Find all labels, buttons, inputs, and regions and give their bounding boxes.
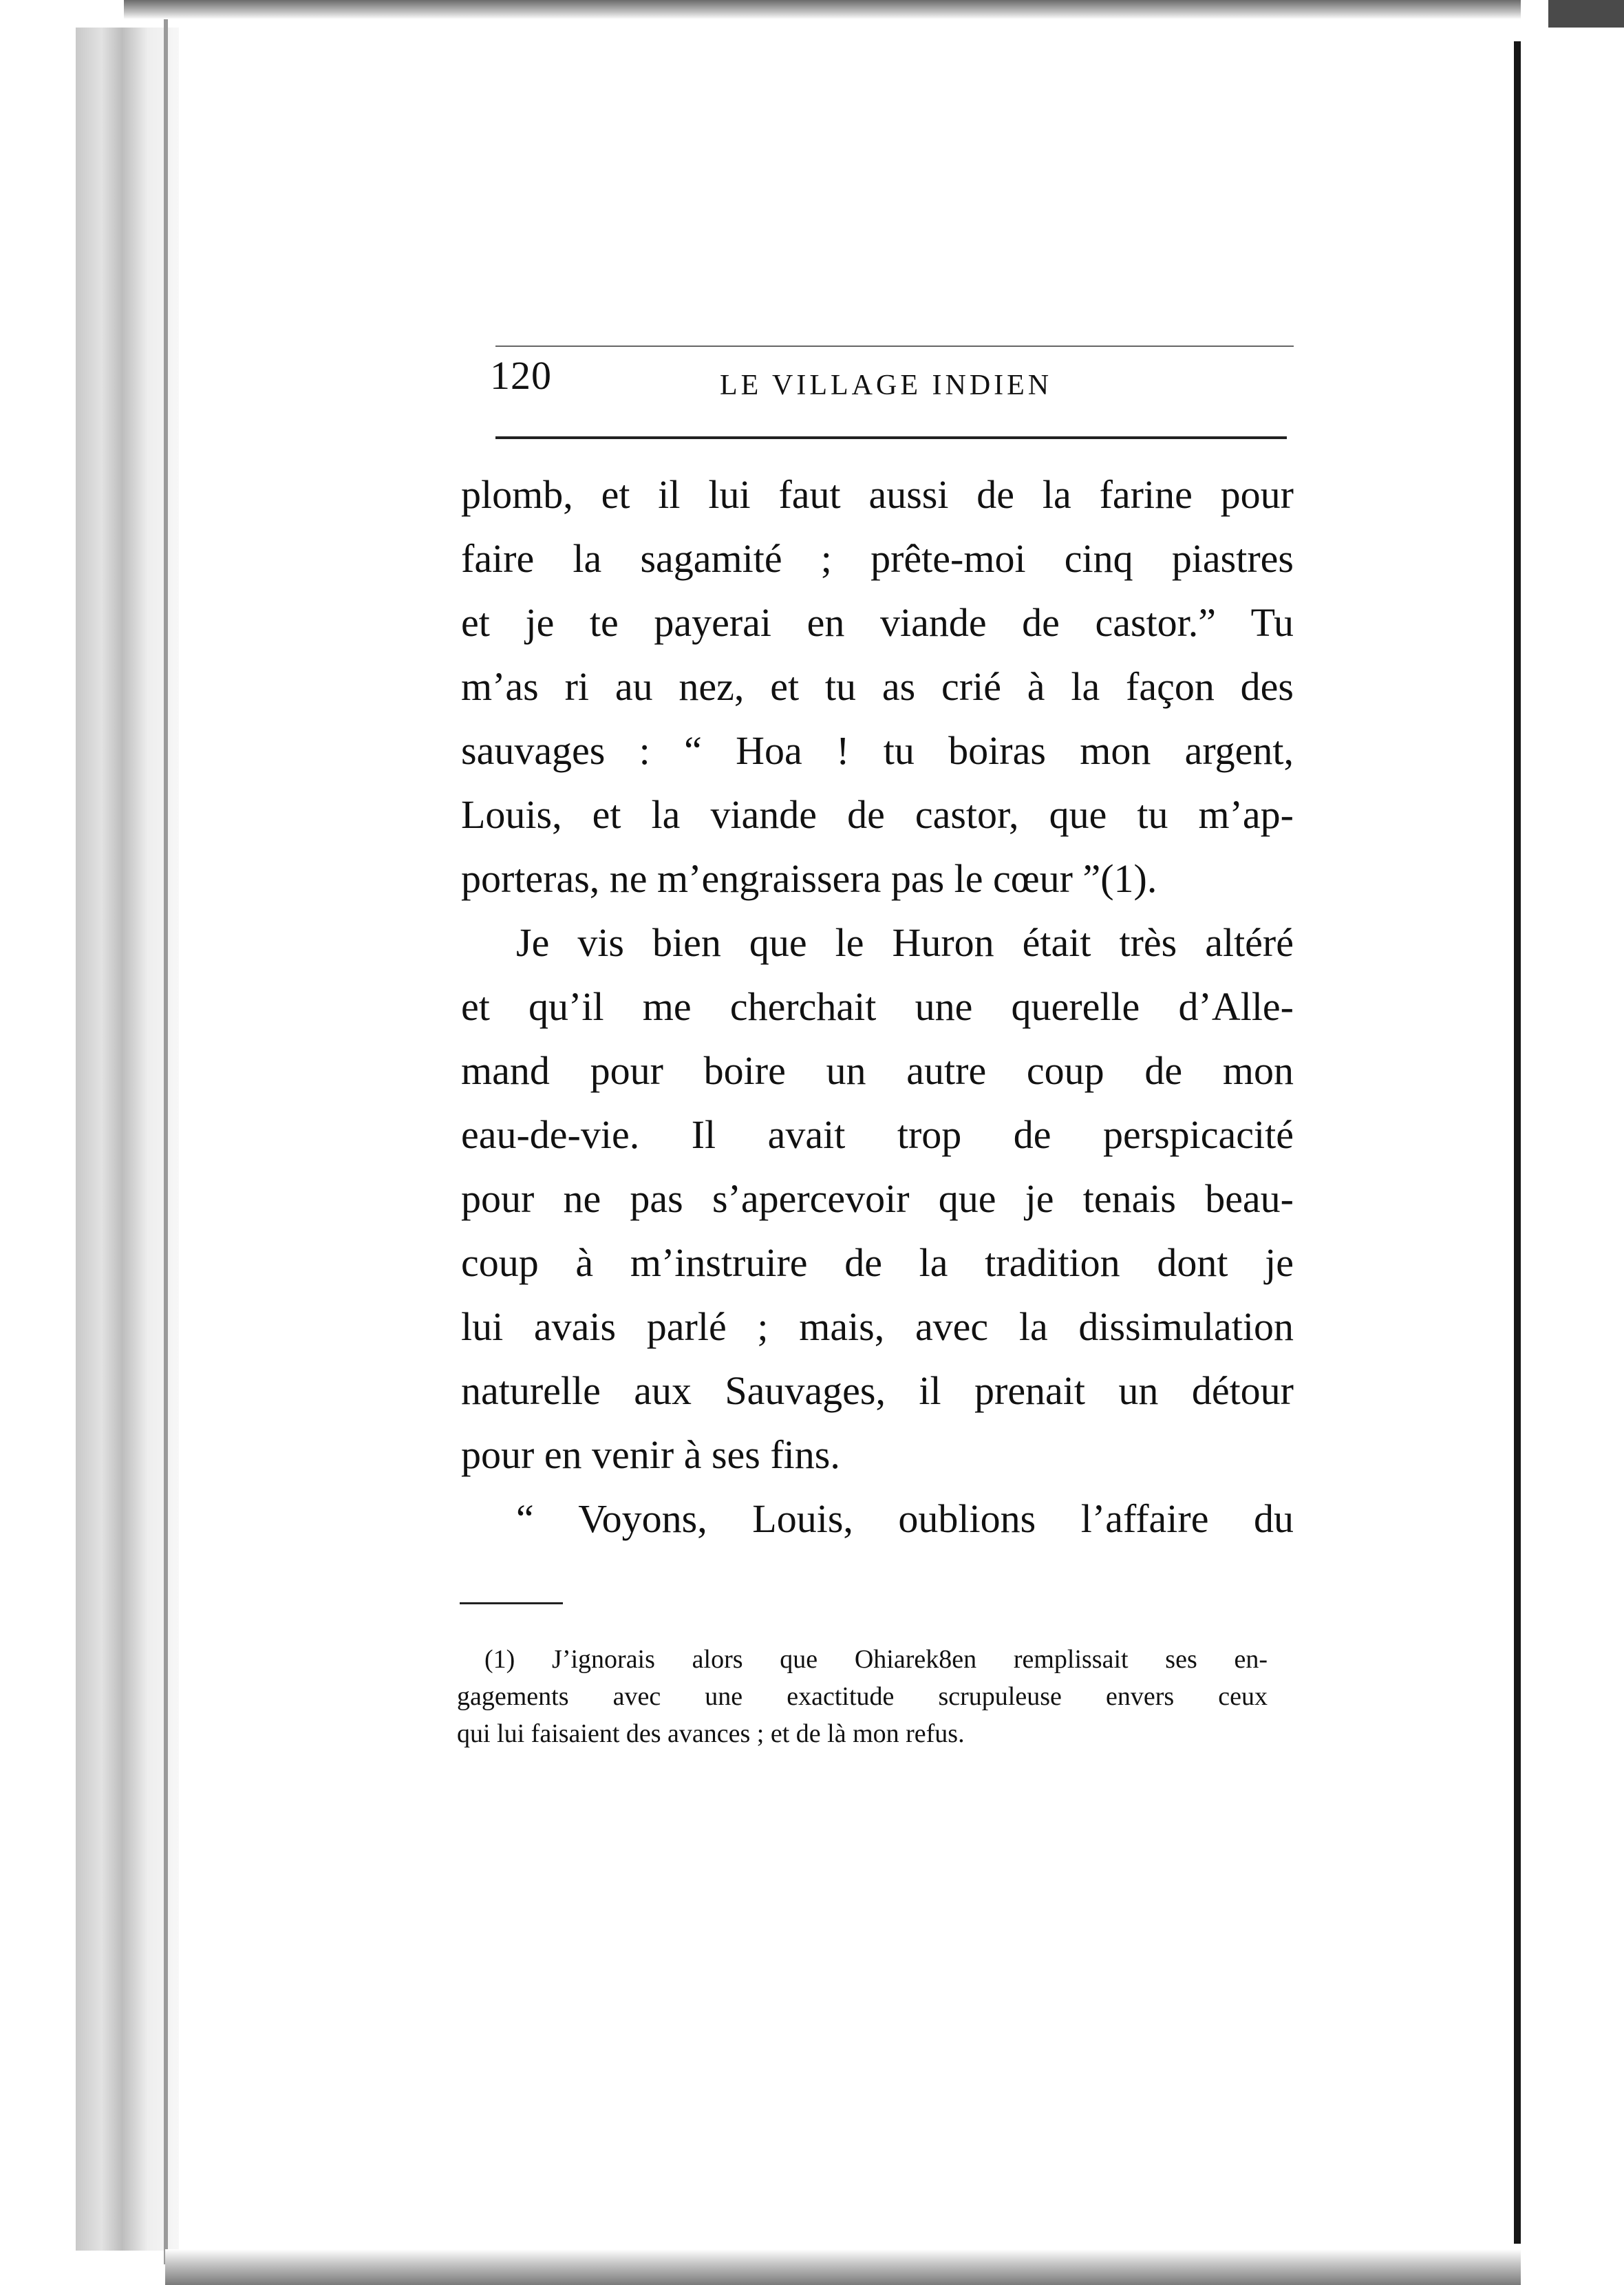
- text-line: mand pour boire un autre coup de mon: [461, 1048, 1294, 1093]
- body-text: [461, 463, 1294, 1551]
- text-line: Je vis bien que le Huron était très altéré: [516, 920, 1294, 965]
- header-top-rule: [495, 346, 1294, 347]
- text-line: coup à m’instruire de la tradition dont je: [461, 1240, 1294, 1285]
- text-line: lui avais parlé ; mais, avec la dissimulation: [461, 1304, 1294, 1349]
- text-line: faire la sagamité ; prête-moi cinq piastres: [461, 536, 1294, 581]
- text-line: m’as ri au nez, et tu as crié à la façon des: [461, 664, 1294, 709]
- text-line: Louis, et la viande de castor, que tu m’ap-: [461, 792, 1294, 837]
- text-line: pour en venir à ses fins.: [461, 1432, 840, 1477]
- text-line: et je te payerai en viande de castor.” Tu: [461, 600, 1294, 645]
- text-line: et qu’il me cherchait une querelle d’Alle-: [461, 984, 1294, 1029]
- footnote-line: (1) J’ignorais alors que Ohiarek8en remplissait ses en-: [484, 1645, 1268, 1674]
- page-number: 120: [490, 353, 552, 398]
- footnote-line: gagements avec une exactitude scrupuleuse envers ceux: [457, 1682, 1268, 1711]
- text-line: eau-de-vie. Il avait trop de perspicacité: [461, 1112, 1294, 1157]
- footnote-rule: [460, 1602, 563, 1604]
- text-line: porteras, ne m’engraissera pas le cœur ”(1).: [461, 856, 1157, 901]
- text-line: “ Voyons, Louis, oublions l’affaire du: [516, 1496, 1294, 1541]
- footnote: [457, 1641, 1268, 1752]
- text-line: pour ne pas s’apercevoir que je tenais beau-: [461, 1176, 1294, 1221]
- scan-top-edge: [124, 0, 1624, 19]
- text-line: sauvages : “ Hoa ! tu boiras mon argent,: [461, 728, 1294, 773]
- scan-right-margin: [1521, 0, 1624, 2285]
- text-line: plomb, et il lui faut aussi de la farine pour: [461, 472, 1294, 517]
- scan-right-edge-line: [1514, 41, 1521, 2244]
- scan-left-fold-line: [164, 7, 168, 2264]
- footnote-line: qui lui faisaient des avances ; et de là mon refus.: [457, 1719, 965, 1748]
- header-bottom-rule: [495, 436, 1287, 439]
- scan-corner-shadow: [1548, 0, 1624, 28]
- running-head: LE VILLAGE INDIEN: [720, 370, 1053, 401]
- text-line: naturelle aux Sauvages, il prenait un détour: [461, 1368, 1294, 1413]
- scan-bottom-edge: [165, 2249, 1624, 2285]
